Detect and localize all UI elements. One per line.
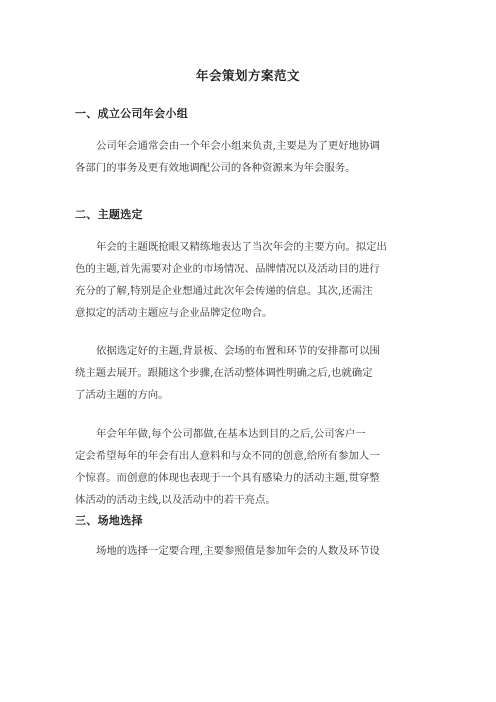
section-heading-1: 一、成立公司年会小组 — [75, 107, 188, 120]
paragraph-line: 年会的主题既抢眼又精练地表达了当次年会的主要方向。拟定出 — [96, 241, 387, 253]
section-2-paragraph-3 — [75, 423, 421, 511]
section-2-paragraph-1 — [75, 236, 421, 324]
section-heading-2: 二、主题选定 — [75, 208, 143, 221]
section-3-paragraph-1 — [75, 540, 421, 562]
paragraph-line: 依据选定好的主题,背景板、会场的布置和环节的安排都可以围 — [96, 345, 380, 357]
paragraph-line: 定会希望每年的年会有出人意料和与众不同的创意,给所有参加人一 — [75, 450, 380, 462]
section-2-paragraph-2 — [75, 340, 421, 406]
paragraph-line: 了活动主题的方向。 — [75, 389, 169, 401]
paragraph-line: 体活动的活动主线,以及活动中的若干亮点。 — [75, 494, 276, 506]
paragraph-line: 个惊喜。而创意的体现也表现于一个具有感染力的活动主题,贯穿整 — [75, 472, 380, 484]
paragraph-line: 场地的选择一定要合理,主要参照值是参加年会的人数及环节设 — [96, 545, 380, 557]
section-heading-3: 三、场地选择 — [75, 514, 143, 527]
paragraph-line: 意拟定的活动主题应与企业品牌定位吻合。 — [75, 307, 273, 319]
paragraph-line: 公司年会通常会由一个年会小组来负责,主要是为了更好地协调 — [96, 140, 380, 152]
paragraph-line: 各部门的事务及更有效地调配公司的各种资源来为年会服务。 — [75, 162, 356, 174]
paragraph-line: 色的主题,首先需要对企业的市场情况、品牌情况以及活动目的进行 — [75, 263, 380, 275]
paragraph-line: 年会年年做,每个公司都做,在基本达到目的之后,公司客户一 — [96, 428, 366, 440]
section-1-paragraph-1 — [75, 135, 421, 179]
document-title: 年会策划方案范文 — [195, 68, 300, 83]
paragraph-line: 绕主题去展开。跟随这个步骤,在活动整体调性明确之后,也就确定 — [75, 367, 373, 379]
paragraph-line: 充分的了解,特别是企业想通过此次年会传递的信息。其次,还需注 — [75, 285, 373, 297]
